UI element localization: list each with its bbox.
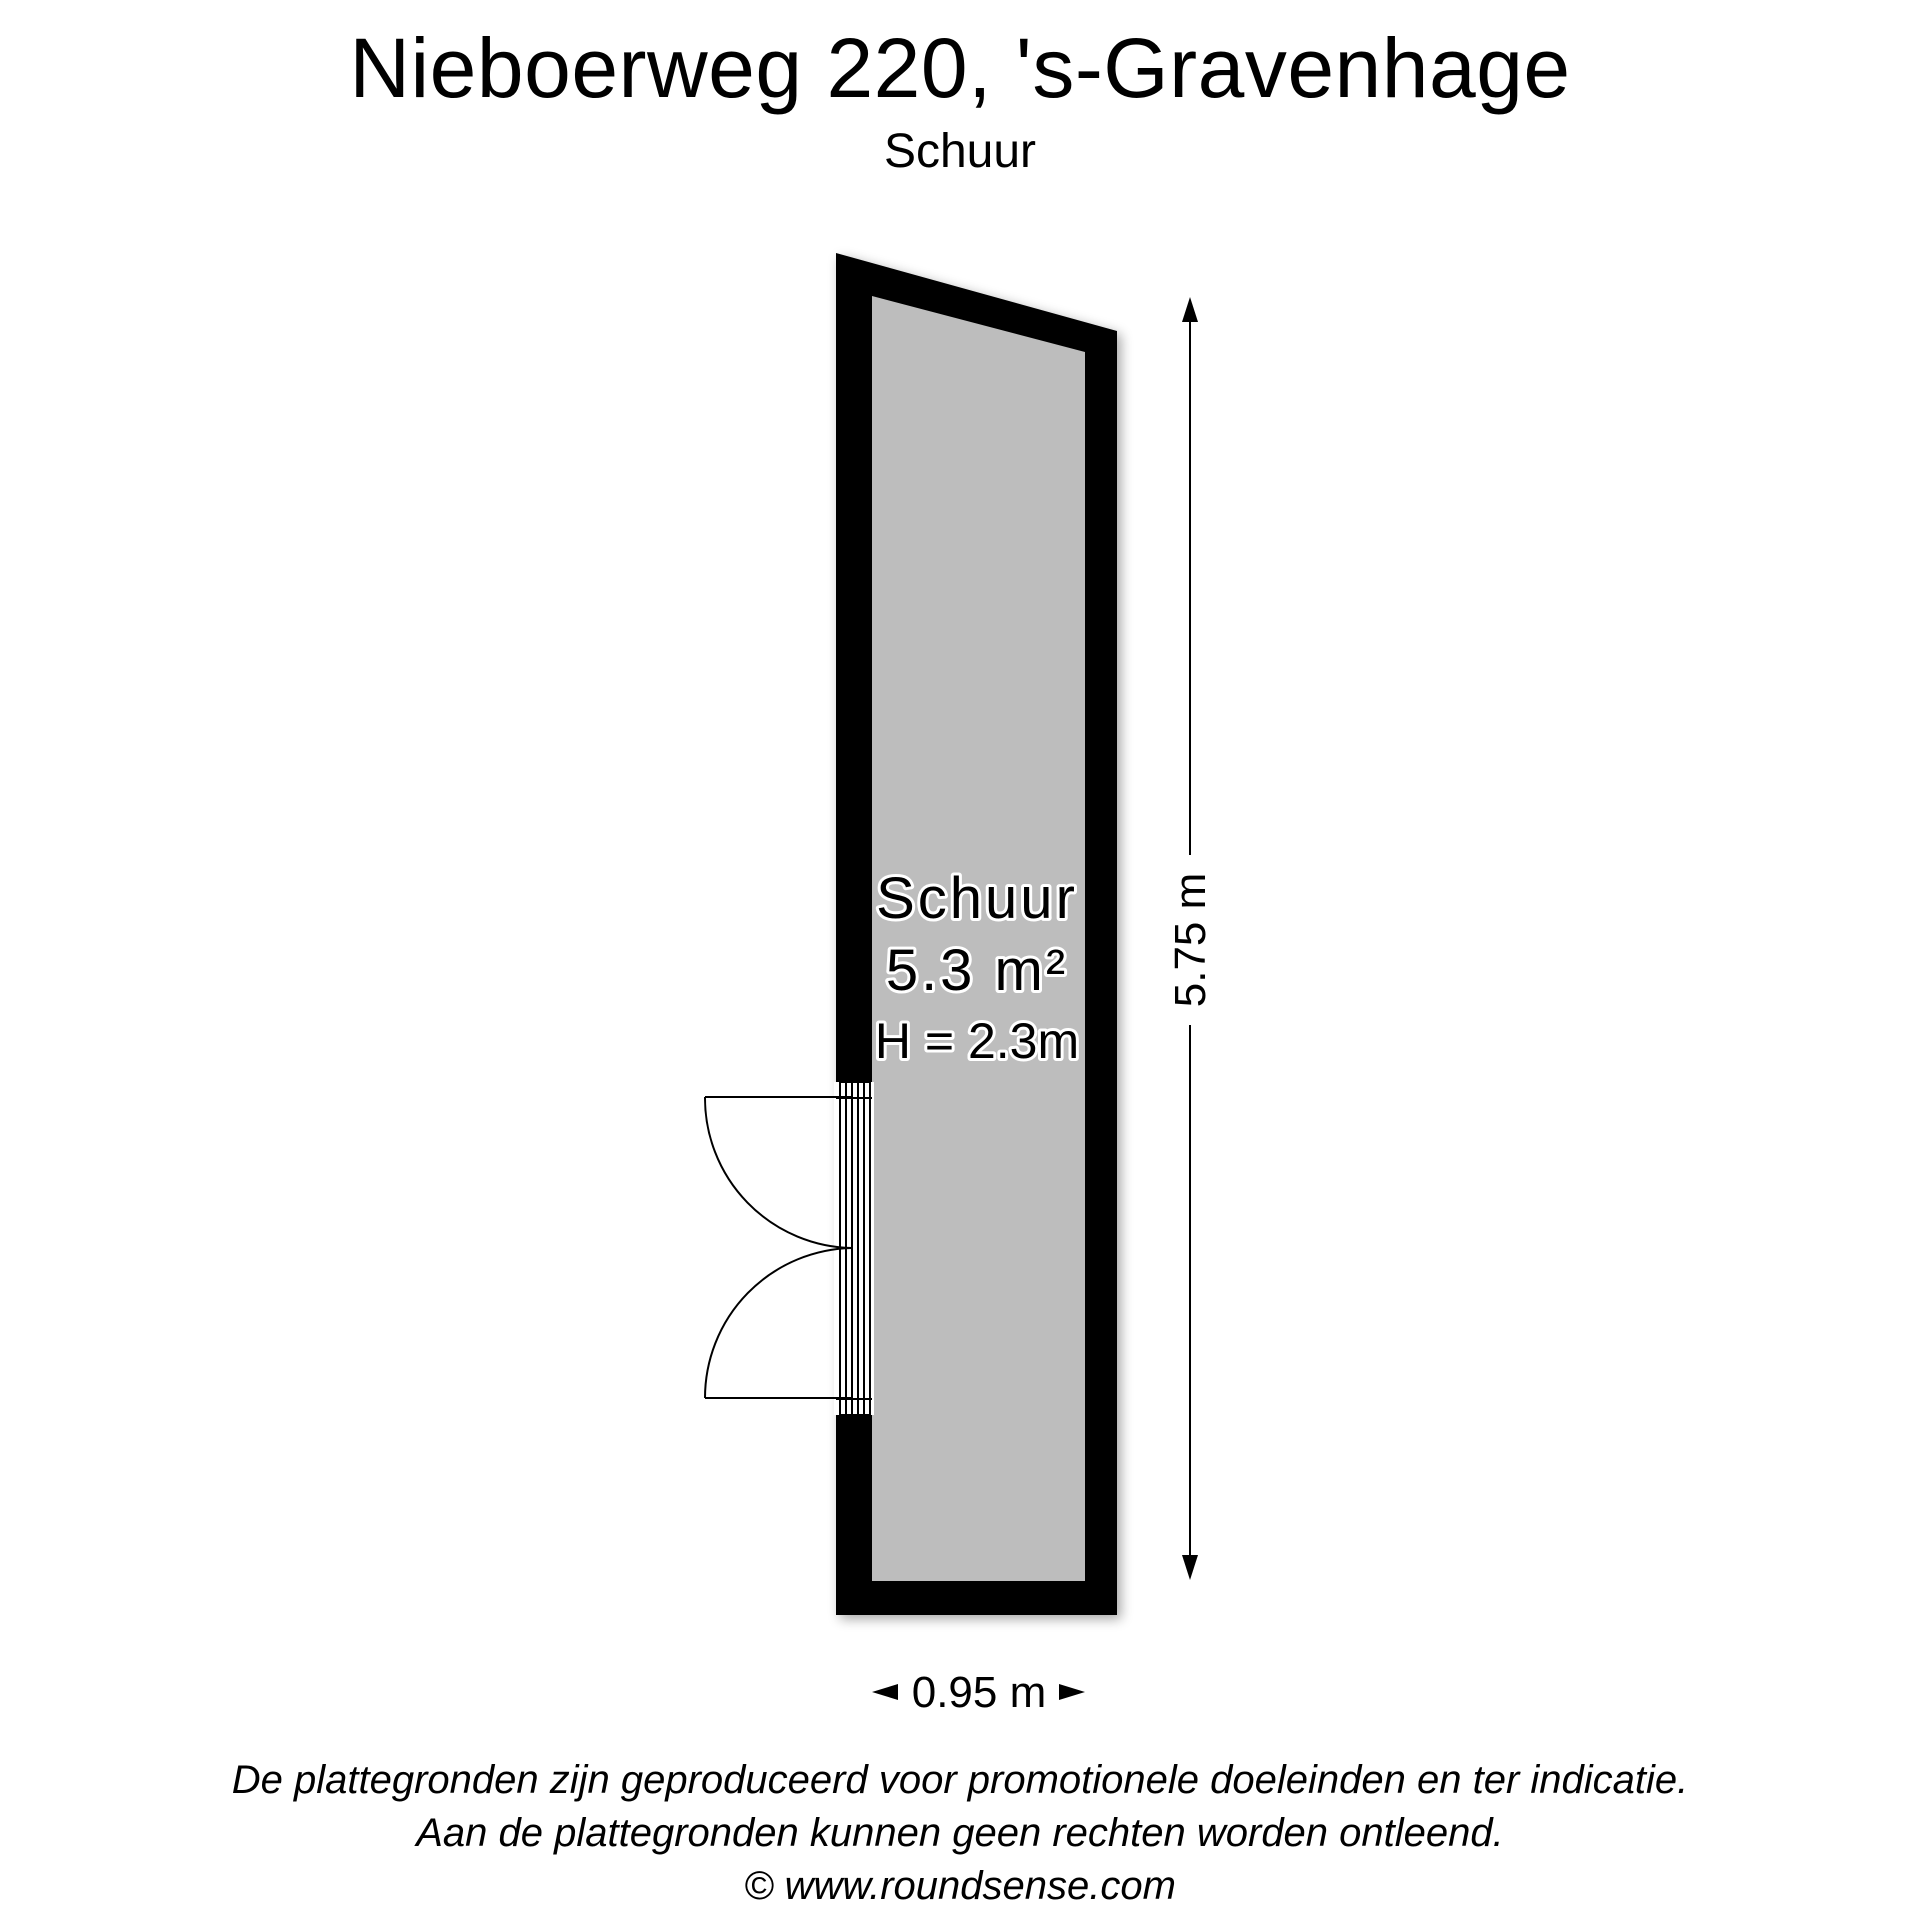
arrow-down-icon — [1182, 1555, 1198, 1580]
page-title: Nieboerweg 220, 's-Gravenhage — [349, 21, 1571, 115]
arrow-up-icon — [1182, 297, 1198, 322]
width-dimension — [872, 1668, 1085, 1717]
room-name: Schuur — [876, 866, 1078, 931]
copyright-link[interactable]: © www.roundsense.com — [744, 1864, 1176, 1908]
disclaimer-line-2: Aan de plattegronden kunnen geen rechten worden ontleend. — [416, 1811, 1504, 1855]
disclaimer-line-1: De plattegronden zijn geproduceerd voor promotionele doeleinden en ter indicatie. — [231, 1758, 1689, 1802]
length-dimension — [1166, 297, 1215, 1580]
disclaimer — [0, 1754, 1920, 1913]
arrow-left-icon — [872, 1684, 898, 1700]
width-label: 0.95 m — [911, 1668, 1047, 1717]
door-swing — [705, 1097, 852, 1398]
room-area: 5.3 m² — [885, 938, 1069, 1003]
room-height: H = 2.3m — [874, 1013, 1080, 1069]
arrow-right-icon — [1059, 1684, 1085, 1700]
length-label: 5.75 m — [1166, 872, 1215, 1008]
page-subtitle: Schuur — [883, 125, 1037, 178]
